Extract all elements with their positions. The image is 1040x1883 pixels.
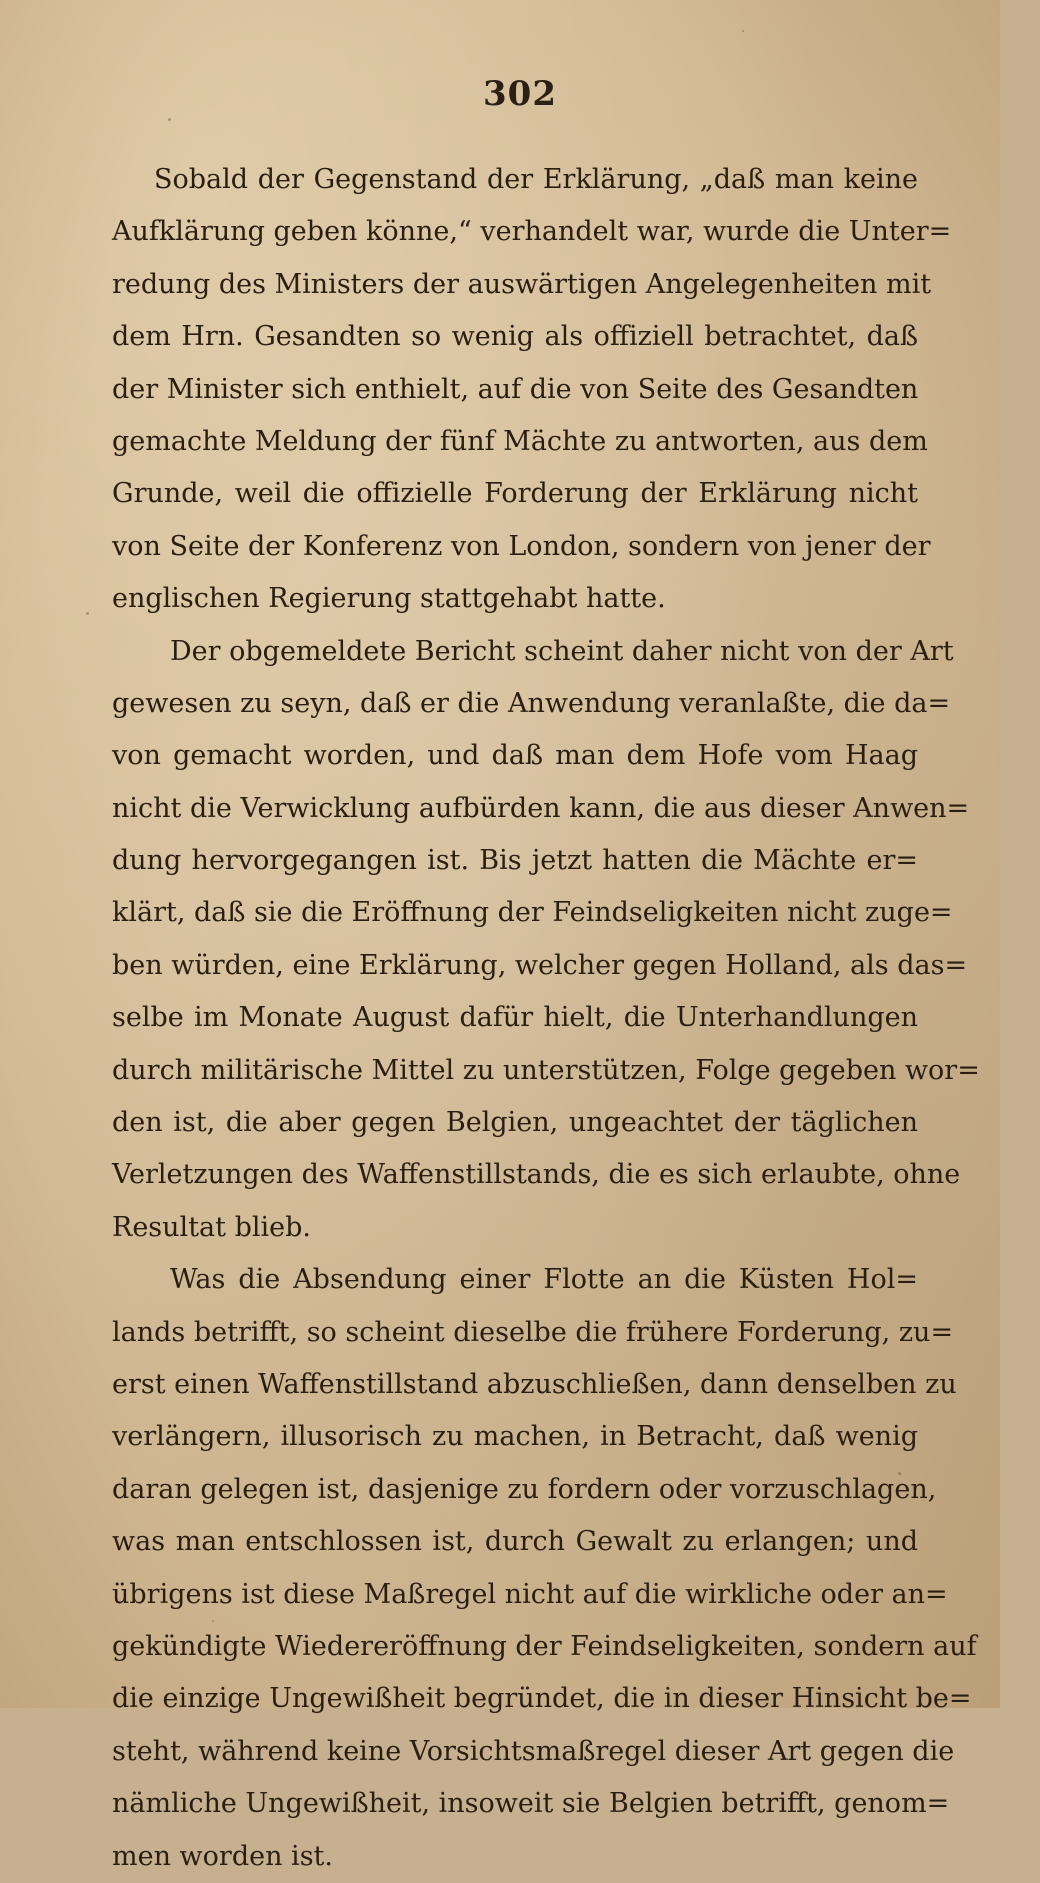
paper-speck <box>212 1620 214 1622</box>
body-text <box>112 154 980 1883</box>
text-line: von gemacht worden, und daß man dem Hofe vom Haag <box>112 740 918 772</box>
text-line: was man entschlossen ist, durch Gewalt zu erlangen; und <box>112 1526 918 1558</box>
text-line: daran gelegen ist, dasjenige zu fordern oder vorzuschlagen, <box>112 1473 937 1505</box>
paper-speck <box>86 612 89 615</box>
text-line: der Minister sich enthielt, auf die von Seite des Gesandten <box>112 373 919 405</box>
text-line: erst einen Waffenstillstand abzuschließen, dann denselben zu <box>112 1368 957 1400</box>
paragraph-3 <box>112 1254 977 1883</box>
text-line: redung des Ministers der auswärtigen Angelegenheiten mit <box>112 268 932 300</box>
text-line: gemachte Meldung der fünf Mächte zu antworten, aus dem <box>112 425 928 457</box>
text-line: Sobald der Gegenstand der Erklärung, „daß man keine <box>154 164 918 195</box>
text-line: klärt, daß sie die Eröffnung der Feindseligkeiten nicht zuge= <box>112 897 953 929</box>
text-line: Verletzungen des Waffenstillstands, die es sich erlaubte, ohne <box>112 1159 961 1191</box>
page-number: 302 <box>483 74 557 114</box>
text-line: Resultat blieb. <box>112 1211 311 1243</box>
text-line: gekündigte Wiedereröffnung der Feindseligkeiten, sondern auf <box>112 1630 977 1662</box>
paragraph-1 <box>112 154 952 626</box>
text-line: übrigens ist diese Maßregel nicht auf die wirkliche oder an= <box>112 1578 948 1610</box>
text-line: Was die Absendung einer Flotte an die Küsten Hol= <box>170 1264 918 1296</box>
text-line: englischen Regierung stattgehabt hatte. <box>112 583 666 615</box>
text-line: von Seite der Konferenz von London, sondern von jener der <box>112 530 931 562</box>
text-line: Grunde, weil die offizielle Forderung der Erklärung nicht <box>112 478 918 510</box>
paragraph-2 <box>112 626 980 1255</box>
text-line: ben würden, eine Erklärung, welcher gegen Holland, als das= <box>112 949 968 981</box>
text-line: nicht die Verwicklung aufbürden kann, die aus dieser Anwen= <box>112 792 970 824</box>
text-line: dem Hrn. Gesandten so wenig als offiziell betrachtet, daß <box>112 321 918 353</box>
text-line: verlängern, illusorisch zu machen, in Betracht, daß wenig <box>112 1421 918 1453</box>
text-line: Aufklärung geben könne,“ verhandelt war, wurde die Unter= <box>112 216 952 248</box>
paper-speck <box>168 118 171 121</box>
paper-speck <box>898 1472 901 1475</box>
text-line: selbe im Monate August dafür hielt, die Unterhandlungen <box>112 1002 918 1034</box>
text-line: dung hervorgegangen ist. Bis jetzt hatten die Mächte er= <box>112 845 918 877</box>
text-line: Der obgemeldete Bericht scheint daher nicht von der Art <box>170 635 954 667</box>
text-line: gewesen zu seyn, daß er die Anwendung veranlaßte, die da= <box>112 687 951 719</box>
text-line: lands betrifft, so scheint dieselbe die frühere Forderung, zu= <box>112 1316 954 1348</box>
text-line: die einzige Ungewißheit begründet, die in dieser Hinsicht be= <box>112 1683 972 1715</box>
paper-speck <box>742 30 744 32</box>
text-line: den ist, die aber gegen Belgien, ungeachtet der täglichen <box>112 1107 918 1139</box>
text-line: durch militärische Mittel zu unterstützen, Folge gegeben wor= <box>112 1054 980 1086</box>
text-line: nämliche Ungewißheit, insoweit sie Belgien betrifft, genom= <box>112 1788 950 1820</box>
text-line: steht, während keine Vorsichtsmaßregel dieser Art gegen die <box>112 1735 955 1767</box>
text-line: men worden ist. <box>112 1840 333 1872</box>
